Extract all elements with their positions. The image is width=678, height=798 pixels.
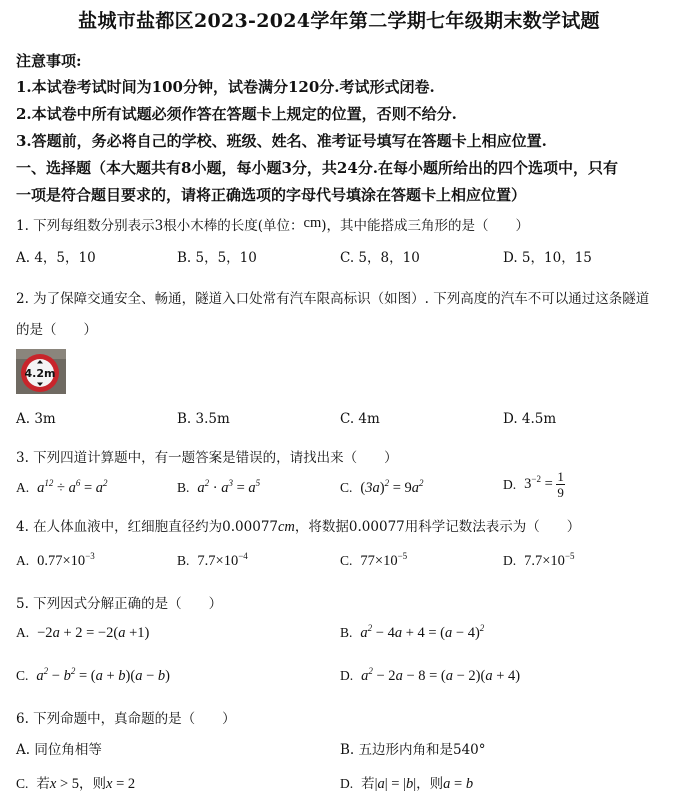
q2-option-a: A. 3m [16, 411, 56, 427]
q4-option-b: B. $7.7\times 10^{-4}$ [177, 551, 248, 569]
q6-option-b: B. 五边形内角和是540° [340, 742, 486, 758]
question-2-stem-line2: 的是（ ） [16, 322, 97, 338]
question-4-stem: 4. 在人体血液中，红细胞直径约为0.00077cm，将数据0.00077用科学记数法表示为（ ） [16, 519, 581, 535]
q1-option-c: C. 5，8，10 [340, 250, 420, 266]
question-5-stem: 5. 下列因式分解正确的是（ ） [16, 596, 223, 612]
q5-option-b: B. $a^2 - 4a + 4 = (a - 4)^2$ [340, 623, 485, 641]
height-limit-sign-icon [16, 349, 66, 394]
q4-option-a: A. $0.77\times 10^{-3}$ [16, 551, 95, 569]
sign-label: 4.2m [24, 367, 56, 380]
q1-option-b: B. 5，5，10 [177, 250, 257, 266]
q5-option-d: D. $a^2 - 2a - 8 = (a - 2)(a + 4)$ [340, 666, 521, 684]
q3-option-d: D. $3^{-2}$ = $\frac{1}{9}$ [503, 469, 564, 500]
q3-option-a: A. $a^{12} \div a^6 = a^2$ [16, 478, 108, 496]
section-heading-line1: 一、选择题（本大题共有8小题，每小题3分，共24分.在每小题所给出的四个选项中，只有 [16, 159, 618, 177]
question-6-stem: 6. 下列命题中，真命题的是（ ） [16, 711, 236, 727]
q4-option-d: D. $7.7\times 10^{-5}$ [503, 551, 575, 569]
question-1-stem: 1. 下列每组数分别表示3根小木棒的长度(单位：cm)，其中能搭成三角形的是（ ） [16, 215, 530, 234]
q6-option-c: C. 若x > 5，则x = 2 [16, 776, 136, 792]
q1-option-a: A. 4，5，10 [16, 250, 96, 266]
q5-option-a: A. −2a + 2 = −2(a +1) [16, 625, 150, 641]
question-2-stem-line1: 2. 为了保障交通安全、畅通，隧道入口处常有汽车限高标识（如图）. 下列高度的汽车不可以通过这条隧道 [16, 291, 650, 307]
notice-item-3: 3.答题前，务必将自己的学校、班级、姓名、准考证号填写在答题卡上相应位置. [16, 132, 547, 150]
notice-item-1: 1.本试卷考试时间为100分钟，试卷满分120分.考试形式闭卷. [16, 78, 435, 96]
section-heading-line2: 一项是符合题目要求的，请将正确选项的字母代号填涂在答题卡上相应位置） [16, 186, 527, 204]
q6-option-d: D. 若|a| = |b|，则a = b [340, 776, 474, 792]
question-3-stem: 3. 下列四道计算题中，有一题答案是错误的，请找出来（ ） [16, 450, 398, 466]
q1-option-d: D. 5，10，15 [503, 250, 592, 266]
q5-option-c: C. $a^2 - b^2 = (a + b)(a - b)$ [16, 666, 170, 684]
q4-option-c: C. $77\times 10^{-5}$ [340, 551, 408, 569]
q3-option-b: B. $a^2 \cdot a^3 = a^5$ [177, 478, 261, 496]
q3-option-c: C. $(3a)^2 = 9a^2$ [340, 478, 424, 496]
q6-option-a: A. 同位角相等 [16, 742, 102, 758]
notice-item-2: 2.本试卷中所有试题必须作答在答题卡上规定的位置，否则不给分. [16, 105, 457, 123]
page-title: 盐城市盐都区2023-2024学年第二学期七年级期末数学试题 [78, 10, 600, 32]
q2-option-c: C. 4m [340, 411, 380, 427]
notice-heading: 注意事项: [16, 52, 82, 70]
q2-option-d: D. 4.5m [503, 411, 557, 427]
q2-option-b: B. 3.5m [177, 411, 230, 427]
